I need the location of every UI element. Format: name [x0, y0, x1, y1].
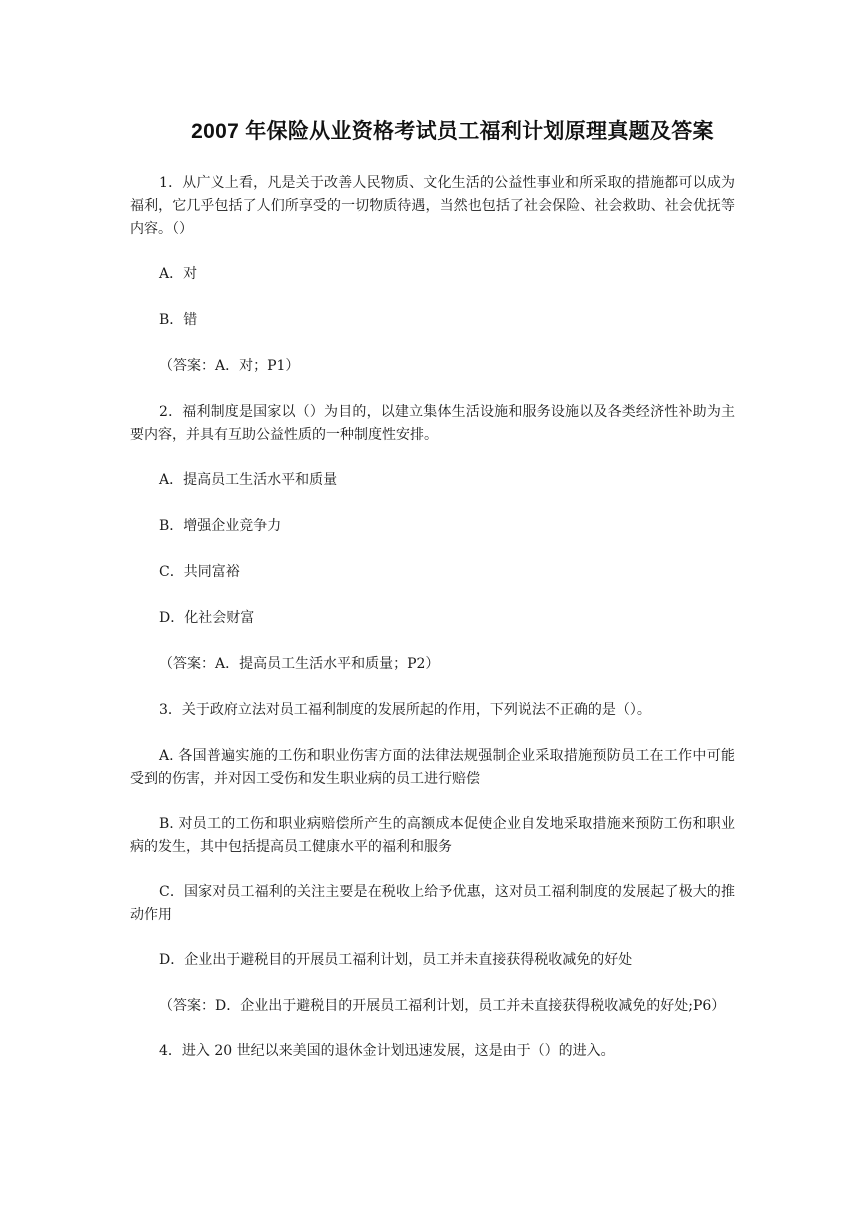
question-3-option-d: D．企业出于避税目的开展员工福利计划，员工并未直接获得税收减免的好处: [159, 952, 633, 968]
question-2-option-c: C．共同富裕: [159, 564, 240, 580]
question-3-option-a: A. 各国普遍实施的工伤和职业伤害方面的法律法规强制企业采取措施预防员工在工作中可能受到的伤害，并对因工受伤和发生职业病的员工进行赔偿: [130, 748, 735, 787]
question-2-answer: （答案：A．提高员工生活水平和质量；P2）: [159, 656, 440, 672]
question-3-option-c: C．国家对员工福利的关注主要是在税收上给予优惠，这对员工福利制度的发展起了极大的推动作用: [130, 884, 735, 923]
question-3-text: 3．关于政府立法对员工福利制度的发展所起的作用，下列说法不正确的是（）。: [159, 702, 651, 718]
question-2-option-b: B．增强企业竞争力: [159, 518, 282, 534]
question-1-option-b: B．错: [159, 312, 198, 328]
question-2-option-d: D．化社会财富: [159, 610, 255, 626]
question-3-answer: （答案：D．企业出于避税目的开展员工福利计划，员工并未直接获得税收减免的好处;P6）: [159, 998, 726, 1014]
question-4-text: 4．进入 20 世纪以来美国的退休金计划迅速发展，这是由于（）的进入。: [159, 1043, 615, 1059]
question-2-option-a: A．提高员工生活水平和质量: [159, 472, 338, 488]
question-1-text: 1．从广义上看，凡是关于改善人民物质、文化生活的公益性事业和所采取的措施都可以成为福利，它几乎包括了人们所享受的一切物质待遇，当然也包括了社会保险、社会救助、社会优抚等内容。（）: [130, 175, 735, 237]
question-1-answer: （答案：A．对；P1）: [159, 358, 300, 374]
document-body: [130, 172, 735, 1086]
question-2-text: 2．福利制度是国家以（）为目的，以建立集体生活设施和服务设施以及各类经济性补助为主要内容，并具有互助公益性质的一种制度性安排。: [130, 404, 735, 443]
question-1-option-a: A．对: [159, 266, 198, 282]
question-3-option-b: B. 对员工的工伤和职业病赔偿所产生的高额成本促使企业自发地采取措施来预防工伤和职业病的发生，其中包括提高员工健康水平的福利和服务: [130, 816, 735, 855]
document-title: 2007 年保险从业资格考试员工福利计划原理真题及答案: [191, 120, 714, 143]
